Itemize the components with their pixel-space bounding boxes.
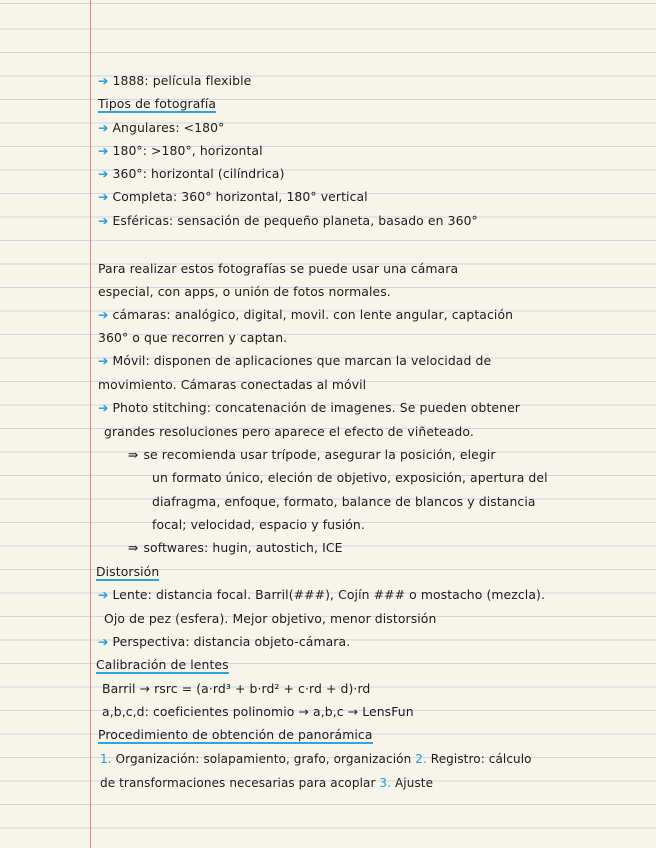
sub-note-line-continued: un formato único, eleción de objetivo, exposición, apertura del [152, 470, 548, 485]
sub-note-line-continued: diafragma, enfoque, formato, balance de blancos y distancia [152, 494, 536, 509]
note-line: ➔ Lente: distancia focal. Barril(###), Cojín ### o mostacho (mezcla). [98, 587, 546, 602]
note-line: ➔ 360°: horizontal (cilíndrica) [98, 166, 285, 181]
note-line-continued: movimiento. Cámaras conectadas al móvil [98, 377, 367, 392]
note-line: ➔ Angulares: <180° [98, 120, 225, 135]
section-heading-calibracion: Calibración de lentes [96, 657, 229, 672]
right-arrow-icon: ➔ [98, 73, 109, 88]
note-line: ➔ 180°: >180°, horizontal [98, 143, 263, 158]
right-arrow-icon: ➔ [98, 587, 109, 602]
procedure-line: 1. Organización: solapamiento, grafo, organización 2. Registro: cálculo [100, 752, 532, 766]
note-line-continued: 360° o que recorren y captan. [98, 330, 288, 345]
note-line: ➔ cámaras: analógico, digital, movil. con lente angular, captación [98, 307, 514, 322]
note-line: ➔ Perspectiva: distancia objeto-cámara. [98, 634, 351, 649]
note-line: ➔ Photo stitching: concatenación de imagenes. Se pueden obtener [98, 400, 521, 415]
right-arrow-icon: ➔ [98, 213, 109, 228]
note-line: ➔ Móvil: disponen de aplicaciones que marcan la velocidad de [98, 353, 492, 368]
paragraph-line: Para realizar estos fotografías se puede usar una cámara [98, 261, 459, 276]
right-arrow-icon: ➔ [98, 400, 109, 415]
section-heading-tipos: Tipos de fotografía [98, 96, 217, 111]
right-arrow-icon: ➔ [98, 189, 109, 204]
procedure-line-continued: de transformaciones necesarias para acoplar 3. Ajuste [100, 776, 434, 790]
formula-line: a,b,c,d: coeficientes polinomio → a,b,c → LensFun [102, 704, 414, 719]
double-arrow-icon: ⇛ [128, 447, 139, 462]
note-line-continued: grandes resoluciones pero aparece el efecto de viñeteado. [104, 424, 474, 439]
right-arrow-icon: ➔ [98, 143, 109, 158]
sub-note-line-continued: focal; velocidad, espacio y fusión. [152, 517, 365, 532]
note-line: ➔ Completa: 360° horizontal, 180° vertical [98, 189, 368, 204]
right-arrow-icon: ➔ [98, 353, 109, 368]
note-line: ➔ Esféricas: sensación de pequeño planeta, basado en 360° [98, 213, 478, 228]
section-heading-distorsion: Distorsión [96, 564, 160, 579]
sub-note-line: ⇛ se recomienda usar trípode, asegurar la posición, elegir [128, 447, 496, 462]
margin-line [90, 0, 91, 848]
formula-line: Barril → rsrc = (a·rd³ + b·rd² + c·rd + d)·rd [102, 681, 371, 696]
right-arrow-icon: ➔ [98, 166, 109, 181]
sub-note-line: ⇛ softwares: hugin, autostich, ICE [128, 540, 343, 555]
section-heading-procedimiento: Procedimiento de obtención de panorámica [98, 727, 373, 742]
double-arrow-icon: ⇛ [128, 540, 139, 555]
right-arrow-icon: ➔ [98, 634, 109, 649]
right-arrow-icon: ➔ [98, 120, 109, 135]
right-arrow-icon: ➔ [98, 307, 109, 322]
note-line: ➔ 1888: película flexible [98, 73, 252, 88]
note-line-continued: Ojo de pez (esfera). Mejor objetivo, menor distorsión [104, 611, 437, 626]
paragraph-line: especial, con apps, o unión de fotos normales. [98, 284, 391, 299]
